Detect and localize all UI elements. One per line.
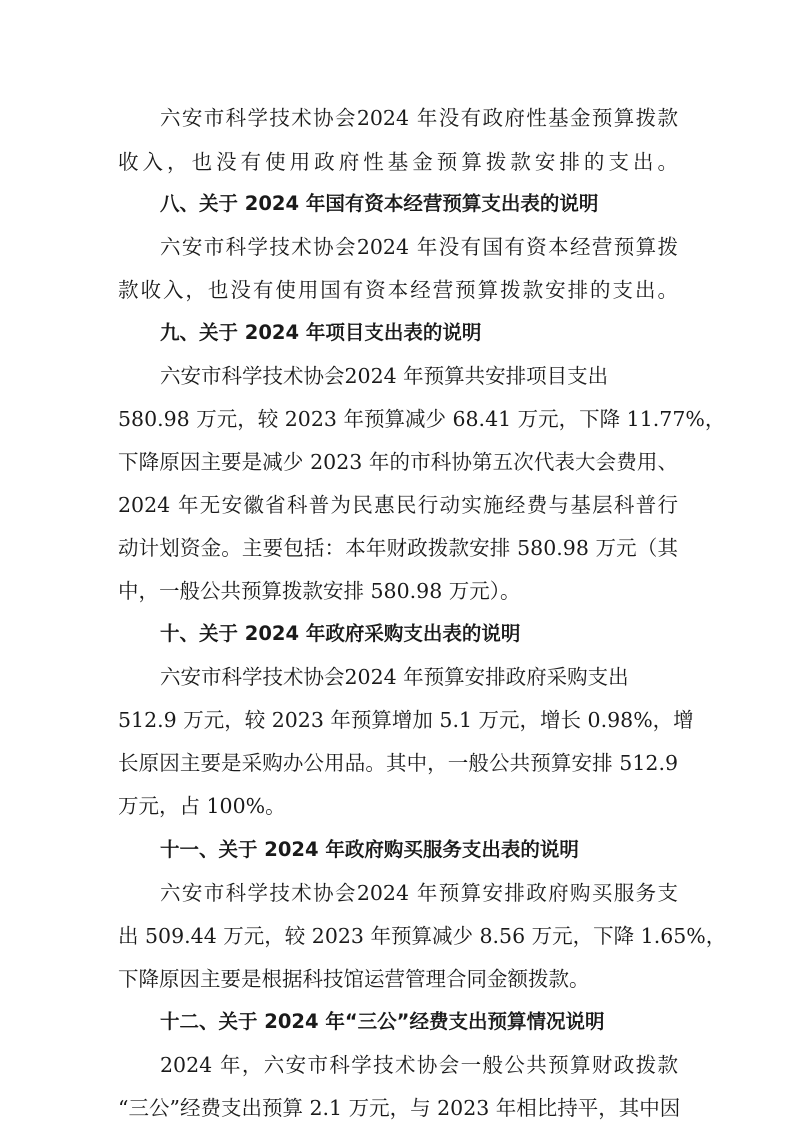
paragraph-line: 万元，占 100%。 — [118, 794, 286, 818]
paragraph-line: 六安市科学技术协会2024 年预算共安排项目支出 — [160, 364, 609, 388]
section-heading: 十二、关于 2024 年“三公”经费支出预算情况说明 — [160, 1010, 605, 1033]
paragraph-line: 2024 年，六安市科学技术协会一般公共预算财政拨款 — [160, 1053, 678, 1077]
section-heading: 十一、关于 2024 年政府购买服务支出表的说明 — [160, 838, 579, 861]
paragraph-line: 六安市科学技术协会2024 年预算安排政府采购支出 — [160, 665, 629, 689]
paragraph-line: 下降原因主要是根据科技馆运营管理合同金额拨款。 — [118, 967, 590, 991]
section-heading: 十、关于 2024 年政府采购支出表的说明 — [160, 622, 521, 645]
paragraph-line: “三公”经费支出预算 2.1 万元，与 2023 年相比持平，其中因 — [118, 1096, 681, 1120]
paragraph-line: 512.9 万元，较 2023 年预算增加 5.1 万元，增长 0.98%，增 — [118, 708, 694, 732]
paragraph-line: 六安市科学技术协会2024 年没有政府性基金预算拨款 — [160, 106, 678, 130]
paragraph-line: 款收入，也没有使用国有资本经营预算拨款安排的支出。 — [118, 278, 678, 302]
paragraph-line: 下降原因主要是减少 2023 年的市科协第五次代表大会费用、 — [118, 450, 678, 474]
paragraph-line: 六安市科学技术协会2024 年预算安排政府购买服务支 — [160, 881, 678, 905]
section-heading: 八、关于 2024 年国有资本经营预算支出表的说明 — [160, 192, 599, 215]
paragraph-line: 动计划资金。主要包括：本年财政拨款安排 580.98 万元（其 — [118, 536, 678, 560]
paragraph-line: 出 509.44 万元，较 2023 年预算减少 8.56 万元，下降 1.65%， — [118, 924, 727, 948]
paragraph-line: 580.98 万元，较 2023 年预算减少 68.41 万元，下降 11.77%， — [118, 407, 726, 431]
paragraph-line: 2024 年无安徽省科普为民惠民行动实施经费与基层科普行 — [118, 493, 678, 517]
paragraph-line: 中，一般公共预算拨款安排 580.98 万元）。 — [118, 579, 521, 603]
paragraph-line: 长原因主要是采购办公用品。其中，一般公共预算安排 512.9 — [118, 751, 678, 775]
paragraph-line: 收入，也没有使用政府性基金预算拨款安排的支出。 — [118, 150, 678, 174]
paragraph-line: 六安市科学技术协会2024 年没有国有资本经营预算拨 — [160, 235, 678, 259]
section-heading: 九、关于 2024 年项目支出表的说明 — [160, 321, 482, 344]
